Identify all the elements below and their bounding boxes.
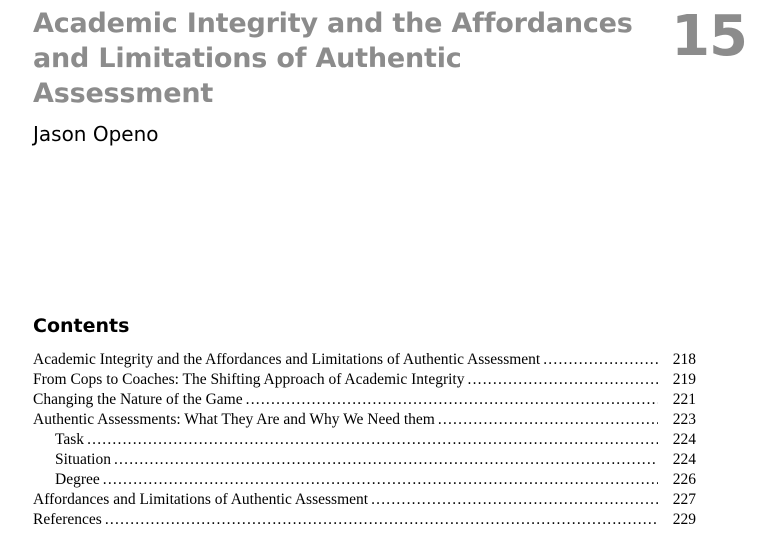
toc-entry[interactable]	[33, 370, 696, 390]
toc-entry[interactable]	[33, 410, 696, 430]
toc-dot-leader	[87, 430, 658, 450]
toc-entry-label: Changing the Nature of the Game	[33, 391, 243, 408]
toc-entry-label: Affordances and Limitations of Authentic Assessment	[33, 491, 369, 508]
toc-entry[interactable]	[33, 390, 696, 410]
toc-entry-label: Authentic Assessments: What They Are and Why We Need them	[33, 411, 435, 428]
toc-entry-page: 221	[672, 391, 696, 408]
chapter-title-line-1: Academic Integrity and the Affordances	[33, 8, 633, 39]
toc-entry-page: 227	[672, 491, 696, 508]
toc-entry-page: 224	[672, 431, 696, 448]
chapter-number: 15	[671, 4, 747, 69]
toc-dot-leader	[114, 450, 658, 470]
toc-entry-label: Academic Integrity and the Affordances and Limitations of Authentic Assessment	[33, 351, 541, 368]
toc-entry[interactable]	[33, 350, 696, 370]
toc-subentry[interactable]	[33, 450, 696, 470]
toc-dot-leader	[543, 350, 658, 370]
toc-entry-page: 226	[672, 471, 696, 488]
toc-dot-leader	[371, 490, 658, 510]
toc-entry-label: From Cops to Coaches: The Shifting Approach of Academic Integrity	[33, 371, 465, 388]
contents-heading: Contents	[33, 315, 130, 337]
chapter-title-line-2: and Limitations of Authentic Assessment	[33, 43, 462, 109]
toc-subentry[interactable]	[33, 470, 696, 490]
toc-entry-label: Situation	[55, 451, 111, 468]
toc-entry[interactable]	[33, 490, 696, 510]
author-name: Jason Openo	[33, 122, 159, 146]
toc-entry[interactable]	[33, 510, 696, 530]
toc-dot-leader	[103, 470, 658, 490]
toc-entry-page: 218	[672, 351, 696, 368]
chapter-title	[33, 6, 643, 111]
toc-entry-page: 223	[672, 411, 696, 428]
toc-entry-label: Degree	[55, 471, 100, 488]
toc-dot-leader	[438, 410, 658, 430]
toc-dot-leader	[246, 390, 658, 410]
toc-dot-leader	[468, 370, 659, 390]
toc-entry-page: 219	[672, 371, 696, 388]
toc-entry-label: References	[33, 511, 102, 528]
toc-subentry[interactable]	[33, 430, 696, 450]
table-of-contents	[33, 350, 696, 530]
toc-dot-leader	[105, 510, 658, 530]
toc-entry-label: Task	[55, 431, 85, 448]
toc-entry-page: 229	[672, 511, 696, 528]
toc-entry-page: 224	[672, 451, 696, 468]
